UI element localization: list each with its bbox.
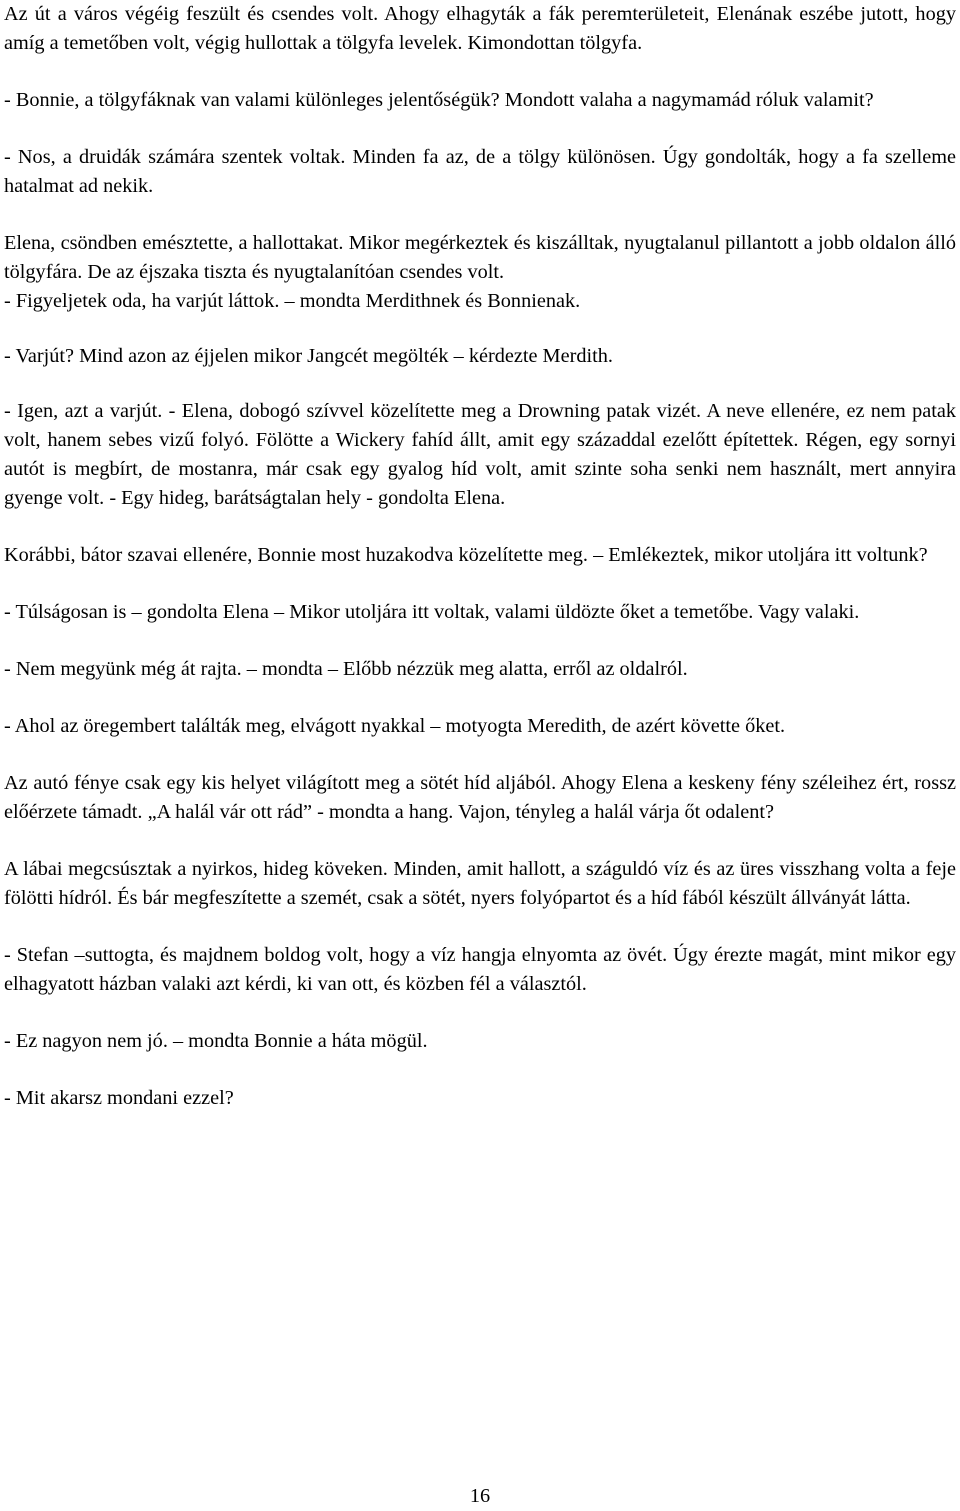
paragraph-2: - Bonnie, a tölgyfáknak van valami különleges jelentőségük? Mondott valaha a nagymamád róluk valamit? bbox=[4, 89, 874, 111]
paragraph-6: - Varjút? Mind azon az éjjelen mikor Jangcét megölték – kérdezte Merdith. bbox=[4, 345, 613, 367]
paragraph-16: - Mit akarsz mondani ezzel? bbox=[4, 1087, 234, 1109]
paragraph-7: - Igen, azt a varjút. - Elena, dobogó szívvel közelítette meg a Drowning patak vizét. A neve ellenére, ez nem patak volt, hanem sebes vizű folyó. Fölötte a Wickery fahíd állt, amit egy századdal ezelőtt építettek. Régen, egy sornyi autót is megbírt, de mostanra, már csak egy gyalog híd volt, amit szinte soha senki nem használt, mert annyira gyenge volt. - Egy hideg, barátságtalan hely - gondolta Elena. bbox=[4, 400, 956, 509]
document-page bbox=[4, 0, 956, 1141]
paragraph-14: - Stefan –suttogta, és majdnem boldog volt, hogy a víz hangja elnyomta az övét. Úgy érezte magát, mint mikor egy elhagyatott házban valaki azt kérdi, ki van ott, és közben fél a választól. bbox=[4, 944, 956, 995]
paragraph-13: A lábai megcsúsztak a nyirkos, hideg köveken. Minden, amit hallott, a száguldó víz és az üres visszhang volta a feje fölötti hídról. És bár megfeszítette a szemét, csak a sötét, nyers folyópartot és a híd fából készült állványát látta. bbox=[4, 858, 956, 909]
paragraph-11: - Ahol az öregembert találták meg, elvágott nyakkal – motyogta Meredith, de azért követte őket. bbox=[4, 715, 786, 737]
paragraph-15: - Ez nagyon nem jó. – mondta Bonnie a háta mögül. bbox=[4, 1030, 428, 1052]
paragraph-3: - Nos, a druidák számára szentek voltak. Minden fa az, de a tölgy különösen. Úgy gondolták, hogy a fa szelleme hatalmat ad nekik. bbox=[4, 146, 956, 197]
paragraph-12: Az autó fénye csak egy kis helyet világított meg a sötét híd aljából. Ahogy Elena a keskeny fény széleihez ért, rossz előérzete támadt. „A halál vár ott rád” - mondta a hang. Vajon, tényleg a halál várja őt odalent? bbox=[4, 772, 956, 823]
page-number: 16 bbox=[469, 1485, 491, 1507]
paragraph-10: - Nem megyünk még át rajta. – mondta – Előbb nézzük meg alatta, erről az oldalról. bbox=[4, 658, 688, 680]
paragraph-9: - Túlságosan is – gondolta Elena – Mikor utoljára itt voltak, valami üldözte őket a temetőbe. Vagy valaki. bbox=[4, 601, 860, 623]
paragraph-8: Korábbi, bátor szavai ellenére, Bonnie most huzakodva közelítette meg. – Emlékeztek, mikor utoljára itt voltunk? bbox=[4, 544, 928, 566]
paragraph-1: Az út a város végéig feszült és csendes volt. Ahogy elhagyták a fák peremterületeit, Elenának eszébe jutott, hogy amíg a temetőben volt, végig hullottak a tölgyfa levelek. Kimondottan tölgyfa. bbox=[4, 3, 956, 54]
paragraph-5: - Figyeljetek oda, ha varjút láttok. – mondta Merdithnek és Bonnienak. bbox=[4, 290, 581, 312]
paragraph-4: Elena, csöndben emésztette, a hallottakat. Mikor megérkeztek és kiszálltak, nyugtalanul pillantott a jobb oldalon álló tölgyfára. De az éjszaka tiszta és nyugtalanítóan csendes volt. bbox=[4, 232, 956, 283]
